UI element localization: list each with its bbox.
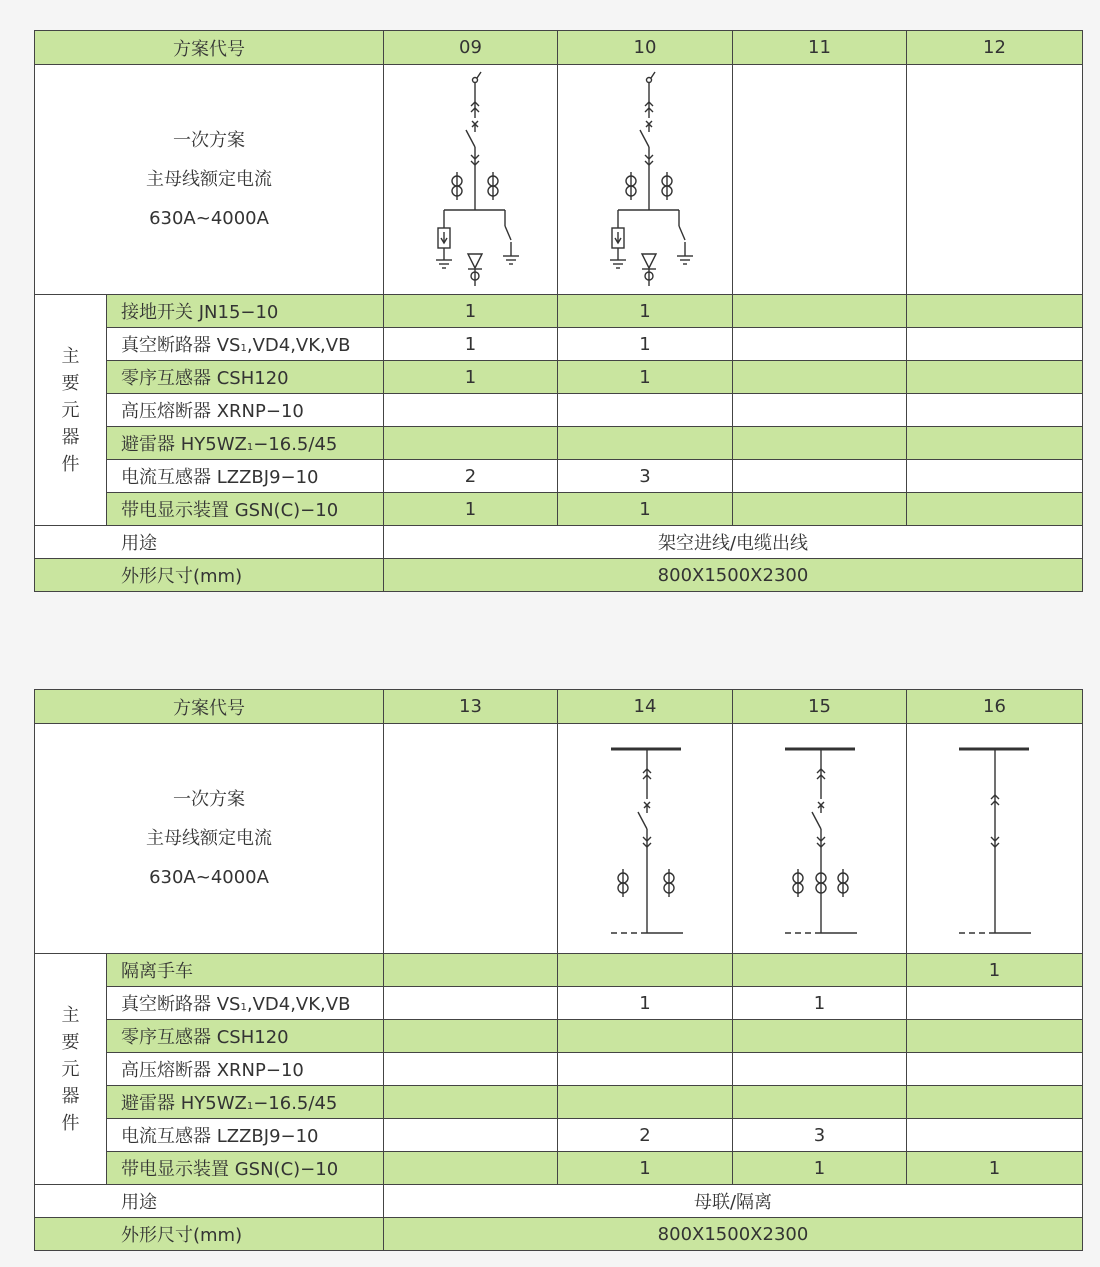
scheme-table-2: [34, 689, 1083, 1251]
busbar-current-range: 630A~4000A: [149, 208, 269, 229]
component-qty: 3: [558, 460, 733, 493]
component-qty: [733, 493, 907, 526]
component-qty: [733, 361, 907, 394]
group-char: 器: [61, 1085, 80, 1107]
component-qty: [558, 1020, 733, 1053]
component-qty: [384, 954, 558, 987]
usage-label: 用途: [35, 526, 384, 559]
scheme-code: 11: [733, 31, 907, 65]
component-qty: 3: [733, 1119, 907, 1152]
component-name: 隔离手车: [107, 954, 384, 987]
circuit-diagram-14: [585, 729, 705, 949]
group-char: 件: [61, 1112, 80, 1134]
component-qty: 1: [558, 987, 733, 1020]
component-qty: [907, 295, 1083, 328]
component-qty: [733, 394, 907, 427]
component-qty: 1: [558, 361, 733, 394]
component-qty: 1: [733, 987, 907, 1020]
component-qty: 1: [558, 493, 733, 526]
component-qty: [384, 1119, 558, 1152]
circuit-diagram-16: [935, 729, 1055, 949]
component-qty: [907, 1053, 1083, 1086]
component-qty: [733, 295, 907, 328]
component-qty: [907, 394, 1083, 427]
main-components-group-label: [35, 954, 107, 1185]
component-qty: 1: [733, 1152, 907, 1185]
circuit-diagram-cell: [558, 724, 733, 954]
component-qty: [733, 460, 907, 493]
circuit-diagram-cell: [384, 65, 558, 295]
component-qty: [733, 328, 907, 361]
scheme-code: 14: [558, 690, 733, 724]
component-qty: [907, 493, 1083, 526]
scheme-code: 09: [384, 31, 558, 65]
scheme-code: 10: [558, 31, 733, 65]
scheme-code: 15: [733, 690, 907, 724]
component-qty: 1: [384, 295, 558, 328]
primary-scheme-label: [35, 724, 384, 954]
component-qty: 1: [558, 1152, 733, 1185]
component-qty: [384, 1020, 558, 1053]
group-char: 元: [61, 399, 80, 421]
scheme-code: 13: [384, 690, 558, 724]
component-qty: [384, 1086, 558, 1119]
scheme-table-1: [34, 30, 1083, 592]
component-name: 零序互感器 CSH120: [107, 1020, 384, 1053]
component-qty: [558, 394, 733, 427]
scheme-title: 一次方案: [173, 789, 245, 810]
primary-scheme-label: [35, 65, 384, 295]
component-qty: [907, 1020, 1083, 1053]
dimensions-value: 800X1500X2300: [384, 559, 1083, 592]
component-qty: [907, 427, 1083, 460]
component-qty: 1: [558, 328, 733, 361]
dimensions-label: 外形尺寸(mm): [35, 559, 384, 592]
group-char: 主: [61, 1004, 80, 1026]
component-name: 带电显示装置 GSN(C)−10: [107, 493, 384, 526]
component-qty: [558, 1053, 733, 1086]
component-name: 避雷器 HY5WZ1−16.5/45: [107, 427, 384, 460]
component-name: 真空断路器 VS1,VD4,VK,VB: [107, 987, 384, 1020]
circuit-diagram-cell: [558, 65, 733, 295]
component-qty: 1: [384, 361, 558, 394]
circuit-diagram-cell-empty: [384, 724, 558, 954]
component-name: 高压熔断器 XRNP−10: [107, 1053, 384, 1086]
usage-label: 用途: [35, 1185, 384, 1218]
component-qty: [558, 954, 733, 987]
circuit-diagram-15: [760, 729, 880, 949]
component-name: 电流互感器 LZZBJ9−10: [107, 1119, 384, 1152]
component-name: 高压熔断器 XRNP−10: [107, 394, 384, 427]
component-name: 避雷器 HY5WZ1−16.5/45: [107, 1086, 384, 1119]
component-qty: [907, 987, 1083, 1020]
component-qty: 1: [384, 328, 558, 361]
component-qty: [733, 1053, 907, 1086]
component-qty: 1: [384, 493, 558, 526]
component-qty: 2: [558, 1119, 733, 1152]
circuit-diagram-cell-empty: [907, 65, 1083, 295]
group-char: 器: [61, 426, 80, 448]
component-name: 电流互感器 LZZBJ9−10: [107, 460, 384, 493]
scheme-code-header: 方案代号: [35, 690, 384, 724]
component-qty: [907, 328, 1083, 361]
component-qty: 1: [558, 295, 733, 328]
scheme-code-header: 方案代号: [35, 31, 384, 65]
component-qty: [733, 1086, 907, 1119]
component-qty: [384, 1053, 558, 1086]
component-qty: [907, 1086, 1083, 1119]
component-qty: [558, 1086, 733, 1119]
scheme-title: 一次方案: [173, 130, 245, 151]
group-char: 元: [61, 1058, 80, 1080]
usage-value: 架空进线/电缆出线: [384, 526, 1083, 559]
scheme-code: 12: [907, 31, 1083, 65]
usage-value: 母联/隔离: [384, 1185, 1083, 1218]
main-components-group-label: [35, 295, 107, 526]
group-char: 件: [61, 453, 80, 475]
busbar-current-label: 主母线额定电流: [146, 169, 272, 190]
circuit-diagram-cell: [733, 724, 907, 954]
component-qty: [733, 427, 907, 460]
component-name: 带电显示装置 GSN(C)−10: [107, 1152, 384, 1185]
group-char: 要: [61, 372, 80, 394]
component-qty: [733, 954, 907, 987]
circuit-diagram-09: [411, 70, 531, 290]
component-name: 接地开关 JN15−10: [107, 295, 384, 328]
circuit-diagram-10: [585, 70, 705, 290]
component-qty: [907, 361, 1083, 394]
component-qty: [384, 987, 558, 1020]
scheme-code: 16: [907, 690, 1083, 724]
busbar-current-range: 630A~4000A: [149, 867, 269, 888]
group-char: 要: [61, 1031, 80, 1053]
component-qty: [558, 427, 733, 460]
busbar-current-label: 主母线额定电流: [146, 828, 272, 849]
component-qty: 2: [384, 460, 558, 493]
component-qty: [384, 427, 558, 460]
component-name: 零序互感器 CSH120: [107, 361, 384, 394]
component-qty: 1: [907, 1152, 1083, 1185]
circuit-diagram-cell-empty: [733, 65, 907, 295]
component-qty: [384, 394, 558, 427]
circuit-diagram-cell: [907, 724, 1083, 954]
group-char: 主: [61, 345, 80, 367]
component-qty: [907, 460, 1083, 493]
component-qty: [907, 1119, 1083, 1152]
component-qty: [733, 1020, 907, 1053]
dimensions-value: 800X1500X2300: [384, 1218, 1083, 1251]
component-qty: 1: [907, 954, 1083, 987]
dimensions-label: 外形尺寸(mm): [35, 1218, 384, 1251]
component-name: 真空断路器 VS1,VD4,VK,VB: [107, 328, 384, 361]
component-qty: [384, 1152, 558, 1185]
